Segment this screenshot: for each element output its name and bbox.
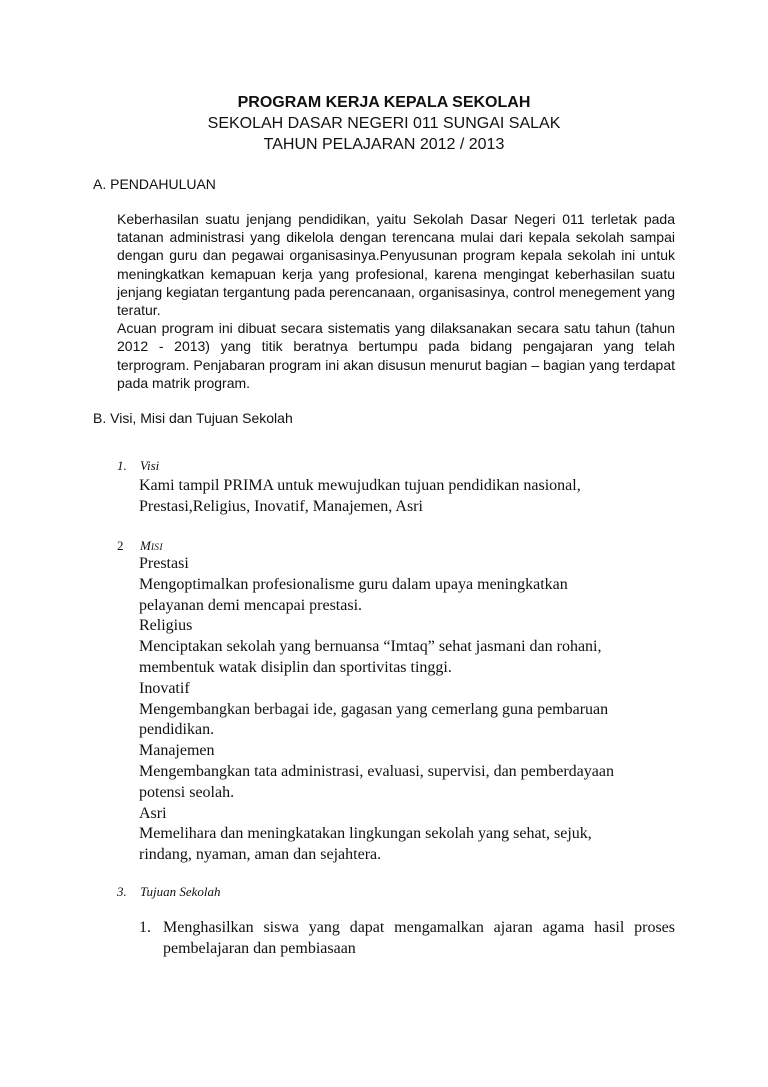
intro-paragraph-1: Keberhasilan suatu jenjang pendidikan, yaitu Sekolah Dasar Negeri 011 terletak pada tatanan administrasi yang dikelola dengan terencana mulai dari kepala sekolah sampai dengan guru dan pegawai organisasinya.Penyusunan program kepala sekolah ini untuk meningkatkan kemapuan kerja yang profesional, karena mengingat keberhasilan suatu jenjang kegiatan tergantung pada perencanaan, organisasinya, control menegement yang teratur. [117,211,675,319]
section-b-heading: B. Visi, Misi dan Tujuan Sekolah [93,410,293,426]
misi-label-initial: M [140,538,151,553]
tujuan-item-number: 1. [139,919,151,936]
misi-line: Mengembangkan tata administrasi, evaluasi, supervisi, dan pemberdayaan [139,762,614,780]
section-a-body [117,210,675,392]
section-a-heading: A. PENDAHULUAN [93,176,216,192]
visi-text [139,476,581,518]
tujuan-item-text: Menghasilkan siswa yang dapat mengamalkan ajaran agama hasil proses pembelajaran dan pembiasaan [163,919,675,957]
misi-line: potensi seolah. [139,783,235,801]
visi-line: Prestasi,Religius, Inovatif, Manajemen, Asri [139,497,423,515]
intro-paragraph-2: Acuan program ini dibuat secara sistematis yang dilaksanakan secara satu tahun (tahun 2012 - 2013) yang titik beratnya bertumpu pada bidang pengajaran yang telah terprogram. Penjabaran program ini akan disusun menurut bagian – bagian yang terdapat pada matrik program. [117,320,675,391]
misi-line: Inovatif [139,679,190,697]
misi-number: 2 [117,538,124,553]
school-name: SEKOLAH DASAR NEGERI 011 SUNGAI SALAK [207,115,561,132]
misi-line: Prestasi [139,555,189,572]
tujuan-label: Tujuan Sekolah [140,884,221,899]
visi-line: Kami tampil PRIMA untuk mewujudkan tujuan pendidikan nasional, [139,477,581,494]
misi-line: Asri [139,804,167,822]
tujuan-number: 3. [117,884,127,899]
misi-label-rest: ISI [150,543,163,553]
misi-line: Memelihara dan meningkatakan lingkungan sekolah yang sehat, sejuk, [139,825,592,843]
academic-year: TAHUN PELAJARAN 2012 / 2013 [263,136,505,153]
document-title: PROGRAM KERJA KEPALA SEKOLAH [237,94,531,111]
misi-line: Religius [139,617,193,635]
misi-line: pendidikan. [139,721,215,739]
document-header [0,92,768,155]
misi-text [139,554,614,866]
misi-line: membentuk watak disiplin dan sportivitas tinggi. [139,658,452,676]
misi-line: Menciptakan sekolah yang bernuansa “Imtaq” sehat jasmani dan rohani, [139,638,602,656]
misi-line: Mengembangkan berbagai ide, gagasan yang cemerlang guna pembaruan [139,700,609,718]
misi-line: Manajemen [139,742,215,760]
misi-line: pelayanan demi mencapai prestasi. [139,596,363,614]
misi-line: rindang, nyaman, aman dan sejahtera. [139,846,382,864]
misi-line: Mengoptimalkan profesionalisme guru dalam upaya meningkatkan [139,575,568,593]
visi-label: Visi [140,458,160,473]
visi-number: 1. [117,458,127,473]
